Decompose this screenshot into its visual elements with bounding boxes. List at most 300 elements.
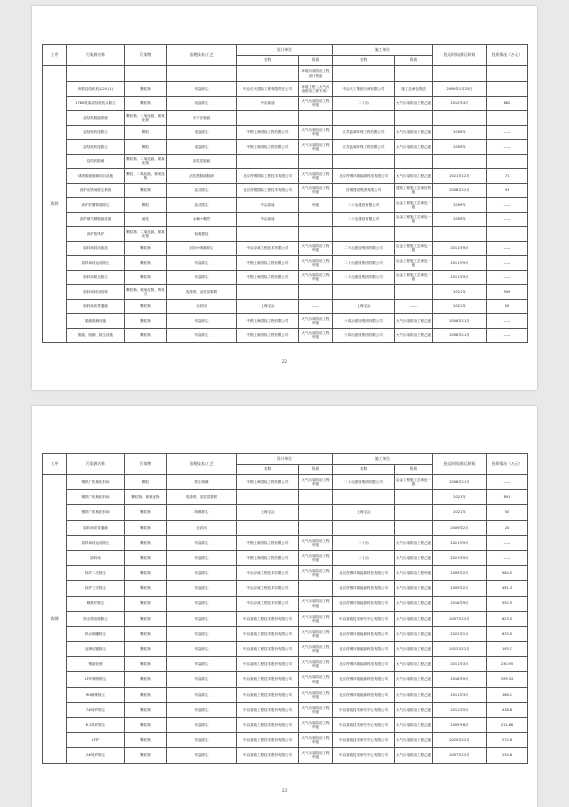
table-row: [43, 328, 528, 343]
date-cell: 2021年: [433, 505, 487, 520]
design-qual-cell: 大气污染防治工程甲级: [299, 550, 333, 565]
tech-cell: 布袋除尘: [167, 687, 237, 702]
construct-qual-cell: [395, 520, 433, 535]
design-qual-cell: 大气污染防治工程甲级: [299, 596, 333, 611]
design-name-cell: 中钢上海国际工程有限公司: [237, 125, 299, 140]
table-header-row: [43, 45, 528, 56]
header-process: 工序: [43, 454, 67, 475]
invest-cell: 959: [487, 285, 528, 300]
pollutant-cell: 颗粒物: [125, 642, 167, 657]
source-cell: 8-1转炉除尘: [67, 718, 125, 733]
invest-cell: 823.3: [487, 611, 528, 626]
design-qual-cell: 大气污染防治工程甲级: [299, 657, 333, 672]
design-name-cell: 中钢上海国际工程有限公司: [237, 475, 299, 490]
table-row: [43, 611, 528, 626]
design-name-cell: 北京首钢国际工程技术有限公司: [237, 169, 299, 184]
table-row: [43, 169, 528, 184]
source-cell: 连铸切割除尘: [67, 642, 125, 657]
design-name-cell: 中钢上海国际工程有限公司: [237, 314, 299, 329]
design-name-cell: [237, 227, 299, 242]
construct-name-cell: 北京首钢环境能源科技有限公司: [333, 566, 395, 581]
design-qual-cell: 大气污染防治工程甲级: [299, 718, 333, 733]
header-invest: 投资情况（万元）: [487, 45, 528, 66]
source-cell: 高炉出铁场除尘系统: [67, 183, 125, 198]
design-qual-cell: 大气污染防治工程甲级: [299, 687, 333, 702]
invest-cell: 891: [487, 490, 528, 505]
pollutant-cell: 颗粒物: [125, 566, 167, 581]
table-row: [43, 314, 528, 329]
construct-qual-cell: 大气污染防治工程乙级: [395, 748, 433, 763]
construct-name-cell: 江苏盐城环保工程有限公司: [333, 140, 395, 155]
source-cell: 钢铁厂机械化料场: [67, 475, 125, 490]
date-cell: 2011年3月: [433, 687, 487, 702]
date-cell: 2007年12月: [433, 611, 487, 626]
table-row: [43, 270, 528, 285]
construct-qual-cell: 大气污染防治工程乙级: [395, 611, 433, 626]
header-design: 设计单位: [237, 45, 333, 56]
design-name-cell: 中钢上海国际工程有限公司: [237, 140, 299, 155]
design-name-cell: 中冶赛迪工程技术股份有限公司: [237, 718, 299, 733]
construct-qual-cell: ——: [395, 299, 433, 314]
invest-cell: 964.5: [487, 566, 528, 581]
table-row: [43, 125, 528, 140]
construct-qual-cell: 大气污染防治工程乙级: [395, 581, 433, 596]
table-row: [43, 140, 528, 155]
date-cell: 2011年9月: [433, 270, 487, 285]
page-number: 23: [281, 788, 288, 793]
pollutant-cell: 颗粒物: [125, 672, 167, 687]
tech-cell: 活性焦脱硫脱硝: [167, 169, 237, 184]
design-name-cell: 中冶赛迪工程技术股份有限公司: [237, 642, 299, 657]
tech-cell: 布袋除尘: [167, 596, 237, 611]
pollutant-cell: 颗粒物: [125, 96, 167, 111]
source-cell: 高炉热风炉: [67, 227, 125, 242]
pollutant-cell: 颗粒物: [125, 270, 167, 285]
date-cell: 2008年12月: [433, 183, 487, 198]
construct-name-cell: 二十冶建设集团有限公司: [333, 270, 395, 285]
date-cell: 2022年12月: [433, 642, 487, 657]
table-row: [43, 748, 528, 763]
construct-name-cell: [333, 154, 395, 169]
date-cell: 2007年12月: [433, 748, 487, 763]
date-cell: 2009年8月: [433, 718, 487, 733]
design-name-cell: 北京首钢国际工程技术有限公司: [237, 183, 299, 198]
construct-name-cell: 二十冶建设有限公司: [333, 212, 395, 227]
date-cell: [433, 154, 487, 169]
invest-cell: 230.8: [487, 748, 528, 763]
source-cell: 原料场皮带通廊: [67, 299, 125, 314]
table-row: [43, 212, 528, 227]
construct-qual-cell: 大气污染防治工程乙级: [395, 169, 433, 184]
source-cell: 烧结机脱硫系统: [67, 111, 125, 126]
source-cell: 精炼炉除尘: [67, 596, 125, 611]
design-name-cell: [237, 111, 299, 126]
document-page-22: [32, 6, 537, 390]
date-cell: 2008年11月: [433, 475, 487, 490]
design-name-cell: [237, 285, 299, 300]
date-cell: 2018年9月: [433, 672, 487, 687]
invest-cell: 272.6: [487, 733, 528, 748]
invest-cell: ——: [487, 270, 528, 285]
process-cell: 炼钢: [43, 475, 67, 764]
table-row: [43, 702, 528, 717]
invest-cell: 833.5: [487, 626, 528, 641]
tech-cell: 布袋除尘: [167, 256, 237, 271]
table-row: [43, 299, 528, 314]
design-qual-cell: 大气污染防治工程甲级: [299, 611, 333, 626]
construct-qual-cell: 大气污染防治工程乙级: [395, 687, 433, 702]
table-row: [43, 66, 528, 82]
tech-cell: 布袋除尘: [167, 672, 237, 687]
tech-cell: 全封闭: [167, 520, 237, 535]
source-cell: 烧结机脱硝: [67, 154, 125, 169]
design-qual-cell: [299, 581, 333, 596]
pollutant-cell: 颗粒物: [125, 733, 167, 748]
construct-name-cell: 中冶赛迪技术研究中心有限公司: [333, 718, 395, 733]
design-qual-cell: 大气污染防治工程甲级: [299, 169, 333, 184]
construct-qual-cell: 大气污染防治工程乙级: [395, 328, 433, 343]
page-number: 22: [281, 359, 288, 364]
header-construct-qual: 资质: [395, 465, 433, 475]
invest-cell: ——: [487, 256, 528, 271]
source-cell: 铁水倒罐除尘: [67, 626, 125, 641]
tech-cell: 洗涤塔、活性炭吸附: [167, 490, 237, 505]
pollutant-cell: 颗粒物: [125, 687, 167, 702]
design-name-cell: 中钢上海国际工程有限公司: [237, 256, 299, 271]
pollution-facility-table-page22: [42, 44, 528, 343]
header-design-qual: 资质: [299, 465, 333, 475]
invest-cell: [487, 82, 528, 97]
header-construct: 施工单位: [333, 454, 433, 465]
construct-name-cell: 二十冶: [333, 535, 395, 550]
tech-cell: 半干法脱硫: [167, 111, 237, 126]
construct-name-cell: 二十冶: [333, 550, 395, 565]
header-invest: 投资情况（万元）: [487, 454, 528, 475]
table-body-page22: [43, 66, 528, 343]
design-name-cell: 中冶赛迪工程技术股份有限公司: [237, 626, 299, 641]
date-cell: 2008年11月: [433, 314, 487, 329]
pollutant-cell: 颗粒物: [125, 748, 167, 763]
construct-name-cell: 中冶赛迪技术研究中心有限公司: [333, 748, 395, 763]
construct-qual-cell: 冶金工程施工总承包一级: [395, 212, 433, 227]
pollutant-cell: 颗粒物、二氧化硫、氮氧化物: [125, 227, 167, 242]
tech-cell: 袋式除尘: [167, 183, 237, 198]
table-row: [43, 256, 528, 271]
design-qual-cell: 大气污染防治工程甲级: [299, 626, 333, 641]
table-row: [43, 198, 528, 213]
design-name-cell: 中钢上海国际工程有限公司: [237, 328, 299, 343]
design-name-cell: 中冶京诚工程技术有限公司: [237, 241, 299, 256]
pollutant-cell: 颗粒物: [125, 657, 167, 672]
table-row: [43, 154, 528, 169]
tech-cell: 布袋除尘: [167, 702, 237, 717]
date-cell: 2021年: [433, 490, 487, 505]
date-cell: 2008年11月: [433, 328, 487, 343]
pollutant-cell: 颗粒物、氮氧化物: [125, 490, 167, 505]
date-cell: 2009年2月: [433, 520, 487, 535]
design-name-cell: 中冶赛迪工程技术股份有限公司: [237, 702, 299, 717]
date-cell: 2009年1月25日: [433, 82, 487, 97]
tech-cell: 布袋除尘: [167, 626, 237, 641]
tech-cell: 布袋除尘: [167, 566, 237, 581]
construct-name-cell: [333, 285, 395, 300]
construct-name-cell: [333, 490, 395, 505]
table-row: [43, 111, 528, 126]
date-cell: 2011年3月: [433, 657, 487, 672]
design-qual-cell: ——: [299, 299, 333, 314]
pollutant-cell: 颗粒物、二氧化硫、氮氧化物: [125, 154, 167, 169]
source-cell: 高炉矿槽系统除尘: [67, 198, 125, 213]
construct-qual-cell: 大气污染防治工程乙级: [395, 550, 433, 565]
construct-qual-cell: 大气污染防治工程乙级: [395, 642, 433, 657]
pollutant-cell: 颗粒、二氧化硫、氮氧化物: [125, 169, 167, 184]
tech-cell: 布袋除尘: [167, 642, 237, 657]
design-name-cell: 中冶赛迪: [237, 96, 299, 111]
header-design-name: 名称: [237, 465, 299, 475]
header-design-name: 名称: [237, 56, 299, 66]
pollutant-cell: 颗粒: [125, 125, 167, 140]
table-body-page23: [43, 475, 528, 764]
tech-cell: [167, 66, 237, 82]
design-qual-cell: 大气污染防治工程甲级: [299, 270, 333, 285]
table-row: [43, 550, 528, 565]
source-cell: 球团脱硫脱硝项目设施: [67, 169, 125, 184]
tech-cell: 电袋除尘: [167, 140, 237, 155]
date-cell: 2011年5月: [433, 702, 487, 717]
table-row: [43, 475, 528, 490]
table-row: [43, 490, 528, 505]
design-qual-cell: [299, 520, 333, 535]
header-construct-qual: 资质: [395, 56, 433, 66]
invest-cell: 193.7: [487, 642, 528, 657]
tech-cell: 布袋除尘: [167, 535, 237, 550]
source-cell: 转炉三次除尘: [67, 581, 125, 596]
table-row: [43, 733, 528, 748]
tech-cell: 低氮燃烧: [167, 227, 237, 242]
design-name-cell: 中冶长天国际工程有限责任公司: [237, 82, 299, 97]
construct-qual-cell: 大气污染防治工程乙级: [395, 657, 433, 672]
table-row: [43, 626, 528, 641]
construct-qual-cell: [395, 111, 433, 126]
source-cell: RH精炼除尘: [67, 687, 125, 702]
construct-name-cell: 二十冶建设集团有限公司: [333, 241, 395, 256]
source-cell: 钢渣处理: [67, 657, 125, 672]
date-cell: 2011年9月: [433, 241, 487, 256]
invest-cell: ——: [487, 314, 528, 329]
design-name-cell: 中钢上海国际工程有限公司: [237, 550, 299, 565]
pollutant-cell: 颗粒物: [125, 550, 167, 565]
pollutant-cell: 颗粒: [125, 475, 167, 490]
design-name-cell: 中冶京诚工程技术有限公司: [237, 566, 299, 581]
construct-name-cell: 江苏盐城环保工程有限公司: [333, 125, 395, 140]
header-source: 污染源名称: [67, 454, 125, 475]
invest-cell: 230.95: [487, 657, 528, 672]
tech-cell: 布袋除尘: [167, 611, 237, 626]
design-qual-cell: 大气污染防治工程甲级: [299, 535, 333, 550]
design-qual-cell: 大气污染防治工程甲级: [299, 241, 333, 256]
source-cell: 原料场皮带通廊: [67, 520, 125, 535]
design-qual-cell: 大气污染防治工程甲级: [299, 702, 333, 717]
design-name-cell: 上海宝冶: [237, 299, 299, 314]
construct-qual-cell: 大气污染防治工程乙级: [395, 718, 433, 733]
header-tech: 治理技术/工艺: [167, 454, 237, 475]
invest-cell: [487, 111, 528, 126]
table-row: [43, 687, 528, 702]
tech-cell: 布袋除尘: [167, 748, 237, 763]
pollutant-cell: 颗粒物、二氧化硫、氮氧化物: [125, 111, 167, 126]
header-pollutant: 污染物: [125, 454, 167, 475]
construct-name-cell: 十四冶建设集团有限公司: [333, 314, 395, 329]
design-name-cell: 上海宝冶: [237, 505, 299, 520]
table-row: [43, 241, 528, 256]
source-cell: 原料场: [67, 550, 125, 565]
table-row: [43, 505, 528, 520]
tech-cell: 电袋除尘: [167, 125, 237, 140]
construct-name-cell: 中冶天工集团天津有限公司: [333, 82, 395, 97]
construct-qual-cell: 大气污染防治工程乙级: [395, 596, 433, 611]
tech-cell: 布袋除尘: [167, 328, 237, 343]
date-cell: [433, 111, 487, 126]
design-qual-cell: 大气污染防治工程甲级: [299, 256, 333, 271]
design-name-cell: 中冶赛迪工程技术股份有限公司: [237, 657, 299, 672]
pollutant-cell: 颗粒物: [125, 183, 167, 198]
design-qual-cell: 大气污染防治工程甲级: [299, 140, 333, 155]
construct-qual-cell: 施工总承包资质: [395, 82, 433, 97]
table-row: [43, 596, 528, 611]
date-cell: 2009年: [433, 140, 487, 155]
design-name-cell: 中钢上海国际工程有限公司: [237, 270, 299, 285]
design-qual-cell: [299, 154, 333, 169]
pollutant-cell: 颗粒物: [125, 314, 167, 329]
tech-cell: 水解+吸附: [167, 212, 237, 227]
construct-qual-cell: 冶金工程施工总承包一级: [395, 256, 433, 271]
construct-qual-cell: 冶金工程施工总承包一级: [395, 475, 433, 490]
design-qual-cell: 大气污染防治工程甲级: [299, 183, 333, 198]
table-row: [43, 82, 528, 97]
table-row: [43, 657, 528, 672]
tech-cell: 布袋除尘: [167, 733, 237, 748]
header-construct: 施工单位: [333, 45, 433, 56]
date-cell: [433, 66, 487, 82]
pollutant-cell: 颗粒物: [125, 328, 167, 343]
header-pollutant: 污染物: [125, 45, 167, 66]
construct-qual-cell: [395, 154, 433, 169]
header-construct-name: 名称: [333, 56, 395, 66]
design-name-cell: 中冶赛迪工程技术股份有限公司: [237, 672, 299, 687]
table-row: [43, 672, 528, 687]
design-name-cell: 中钢上海国际工程有限公司: [237, 535, 299, 550]
table-row: [43, 581, 528, 596]
construct-qual-cell: 大气污染防治工程乙级: [395, 314, 433, 329]
pollutant-cell: 硫化: [125, 212, 167, 227]
source-cell: 钢铁厂机械化料场: [67, 490, 125, 505]
construct-qual-cell: 大气污染防治工程甲级: [395, 566, 433, 581]
source-cell: LF炉: [67, 733, 125, 748]
table-row: [43, 520, 528, 535]
construct-qual-cell: [395, 490, 433, 505]
tech-cell: 布袋除尘: [167, 581, 237, 596]
construct-name-cell: 中冶赛迪技术研究中心有限公司: [333, 733, 395, 748]
design-qual-cell: 大气污染防治工程甲级: [299, 566, 333, 581]
construct-qual-cell: [395, 66, 433, 82]
table-row: [43, 535, 528, 550]
invest-cell: [487, 154, 528, 169]
construct-qual-cell: 大气污染防治工程乙级: [395, 733, 433, 748]
date-cell: 2009年2月: [433, 566, 487, 581]
construct-qual-cell: 大气污染防治工程乙级: [395, 125, 433, 140]
source-cell: 炼铁烧结机机头24 (1): [67, 82, 125, 97]
header-source: 污染源名称: [67, 45, 125, 66]
source-cell: 1780机架烧结机机头除尘: [67, 96, 125, 111]
construct-name-cell: 北京首钢环境能源科技有限公司: [333, 596, 395, 611]
construct-qual-cell: 冶金工程施工总承包一级: [395, 270, 433, 285]
construct-name-cell: [333, 520, 395, 535]
construct-name-cell: 北京首钢环境能源科技有限公司: [333, 642, 395, 657]
source-cell: 铁水预处理除尘: [67, 611, 125, 626]
pollutant-cell: 颗粒物: [125, 520, 167, 535]
construct-name-cell: 中冶赛迪技术研究中心有限公司: [333, 702, 395, 717]
design-name-cell: [237, 154, 299, 169]
pollutant-cell: 颗粒物: [125, 702, 167, 717]
design-qual-cell: 大气污染防治工程甲级: [299, 475, 333, 490]
tech-cell: 封闭+喷淋抑尘: [167, 241, 237, 256]
construct-qual-cell: 大气污染防治工程乙级: [395, 672, 433, 687]
source-cell: 7#转炉除尘: [67, 702, 125, 717]
pollutant-cell: 颗粒物: [125, 82, 167, 97]
invest-cell: 71: [487, 169, 528, 184]
construct-qual-cell: 大气污染防治工程乙级: [395, 626, 433, 641]
date-cell: [433, 227, 487, 242]
tech-cell: 布袋除尘: [167, 550, 237, 565]
invest-cell: 438.8: [487, 702, 528, 717]
invest-cell: 93: [487, 183, 528, 198]
date-cell: 2009年: [433, 198, 487, 213]
pollutant-cell: 颗粒物: [125, 535, 167, 550]
construct-name-cell: 北京首钢环境能源科技有限公司: [333, 672, 395, 687]
invest-cell: 662: [487, 96, 528, 111]
design-qual-cell: 大气污染防治工程甲级: [299, 748, 333, 763]
design-name-cell: 中冶赛迪工程技术股份有限公司: [237, 687, 299, 702]
source-cell: [67, 66, 125, 82]
date-cell: 2009年2月: [433, 581, 487, 596]
design-qual-cell: 甲级: [299, 198, 333, 213]
source-cell: 原料场转运站除尘: [67, 535, 125, 550]
design-name-cell: 中冶京诚工程技术有限公司: [237, 596, 299, 611]
pollutant-cell: 颗粒物: [125, 611, 167, 626]
pollutant-cell: 颗粒物: [125, 718, 167, 733]
invest-cell: [487, 66, 528, 82]
header-design-qual: 资质: [299, 56, 333, 66]
construct-name-cell: 北京首钢环境能源科技有限公司: [333, 626, 395, 641]
pollution-facility-table-page23: [42, 453, 528, 764]
table-row: [43, 183, 528, 198]
header-tech: 治理技术/工艺: [167, 45, 237, 66]
date-cell: 2021年: [433, 299, 487, 314]
table-row: [43, 285, 528, 300]
construct-qual-cell: 大气污染防治工程乙级: [395, 535, 433, 550]
tech-cell: 布袋除尘: [167, 270, 237, 285]
invest-cell: 491.3: [487, 581, 528, 596]
invest-cell: ——: [487, 535, 528, 550]
design-qual-cell: 大气污染防治工程甲级: [299, 125, 333, 140]
header-date: 投运时间/推运时间: [433, 454, 487, 475]
construct-name-cell: 北京首钢环境能源科技有限公司: [333, 169, 395, 184]
source-cell: 烧结机机尾除尘: [67, 140, 125, 155]
construct-qual-cell: 建筑工程施工总承包特级: [395, 183, 433, 198]
date-cell: 2022年1月: [433, 626, 487, 641]
tech-cell: 活性炭脱硫: [167, 154, 237, 169]
pollutant-cell: 颗粒物、氮氧化物、挥发分: [125, 285, 167, 300]
